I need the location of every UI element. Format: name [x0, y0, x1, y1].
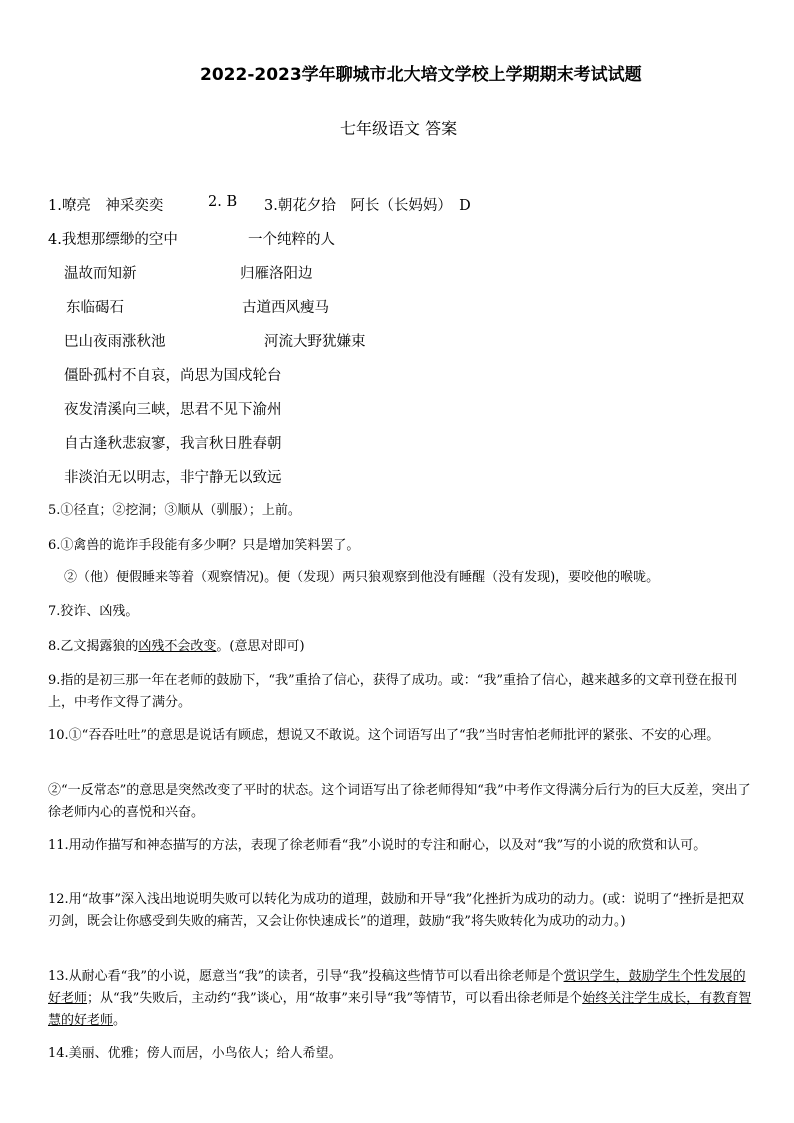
answer-8 [48, 636, 754, 658]
poem-right-3: 河流大野犹嫌束 [264, 334, 366, 350]
poem-left-1: 温故而知新 [64, 266, 137, 282]
answer-1: 1.嘹亮 神采奕奕 [48, 198, 164, 214]
answer-13-part-b: ；从“我”失败后，主动约“我”谈心，用“故事”来引导“我”等情节，可以看出徐老师是个 [87, 991, 583, 1006]
answer-12: 12.用“故事”深入浅出地说明失败可以转化为成功的道理，鼓励和开导“我”化挫折为成功的动力。(或：说明了“挫折是把双刃剑，既会让你感受到失败的痛苦，又会让你快速成长”的道理，鼓励“我”将失败转化为成功的动力。) [48, 892, 744, 929]
page-title: 2022-2023学年聊城市北大培文学校上学期期末考试试题 [200, 65, 642, 85]
answer-13-part-a: 13.从耐心看“我”的小说，愿意当“我”的读者，引导“我”投稿这些情节可以看出徐老师是个 [48, 969, 564, 984]
poem-line-1: 僵卧孤村不自哀，尚思为国戍轮台 [64, 368, 282, 384]
answer-11: 11.用动作描写和神态描写的方法，表现了徐老师看“我”小说时的专注和耐心，以及对“我”写的小说的欣赏和认可。 [48, 838, 707, 853]
answer-9: 9.指的是初三那一年在老师的鼓励下，“我”重拾了信心，获得了成功。或：“我”重拾了信心，越来越多的文章刊登在报刊上，中考作文得了满分。 [48, 673, 737, 710]
poem-line-2: 夜发清溪向三峡，思君不见下渝州 [64, 402, 282, 418]
answer-8-underlined: 凶残不会改变 [138, 639, 217, 654]
answer-6-1: 6.①禽兽的诡诈手段能有多少啊？只是增加笑料罢了。 [48, 538, 360, 553]
poem-line-4: 非淡泊无以明志，非宁静无以致远 [64, 470, 282, 486]
answer-4-head-left: 4.我想那缥缈的空中 [48, 232, 178, 248]
answer-14: 14.美丽、优雅；傍人而居，小鸟依人；给人希望。 [48, 1046, 342, 1061]
answer-5: 5.①径直；②挖洞；③顺从（驯服）；上前。 [48, 503, 301, 518]
poem-line-3: 自古逢秋悲寂寥，我言秋日胜春朝 [64, 436, 282, 452]
poem-left-3: 巴山夜雨涨秋池 [64, 334, 166, 350]
answer-10-1: 10.①“吞吞吐吐”的意思是说话有顾虑，想说又不敢说。这个词语写出了“我”当时害怕老师批评的紧张、不安的心理。 [48, 728, 720, 743]
answer-13-underlined-1: 赏识学生，鼓励学生个性发展的好老师 [48, 969, 746, 1006]
answer-13-part-c: 。 [113, 1013, 127, 1028]
answer-3: 3.朝花夕拾 阿长（长妈妈） D [264, 198, 471, 214]
answer-2: 2. B [208, 194, 238, 210]
poem-right-1: 归雁洛阳边 [240, 266, 313, 282]
page-subtitle: 七年级语文 答案 [340, 119, 458, 138]
answer-6-2: ②（他）便假睡来等着（观察情况)。便（发现）两只狼观察到他没有睡醒（没有发现)，要咬他的喉咙。 [64, 570, 660, 585]
answer-4-head-right: 一个纯粹的人 [248, 232, 335, 248]
answer-8-pre: 8.乙文揭露狼的 [48, 639, 139, 654]
poem-right-2: 古道西风瘦马 [242, 300, 329, 316]
answer-8-post: 。(意思对即可) [216, 639, 305, 654]
answer-13 [48, 966, 754, 1032]
answer-7: 7.狡诈、凶残。 [48, 604, 139, 619]
answer-13-underlined-2: 始终关注学生成长，有教育智慧的好老师 [48, 991, 752, 1028]
answer-10-2: ②“一反常态”的意思是突然改变了平时的状态。这个词语写出了徐老师得知“我”中考作文得满分后行为的巨大反差，突出了徐老师内心的喜悦和兴奋。 [48, 783, 751, 820]
poem-left-2: 东临碣石 [66, 300, 124, 316]
